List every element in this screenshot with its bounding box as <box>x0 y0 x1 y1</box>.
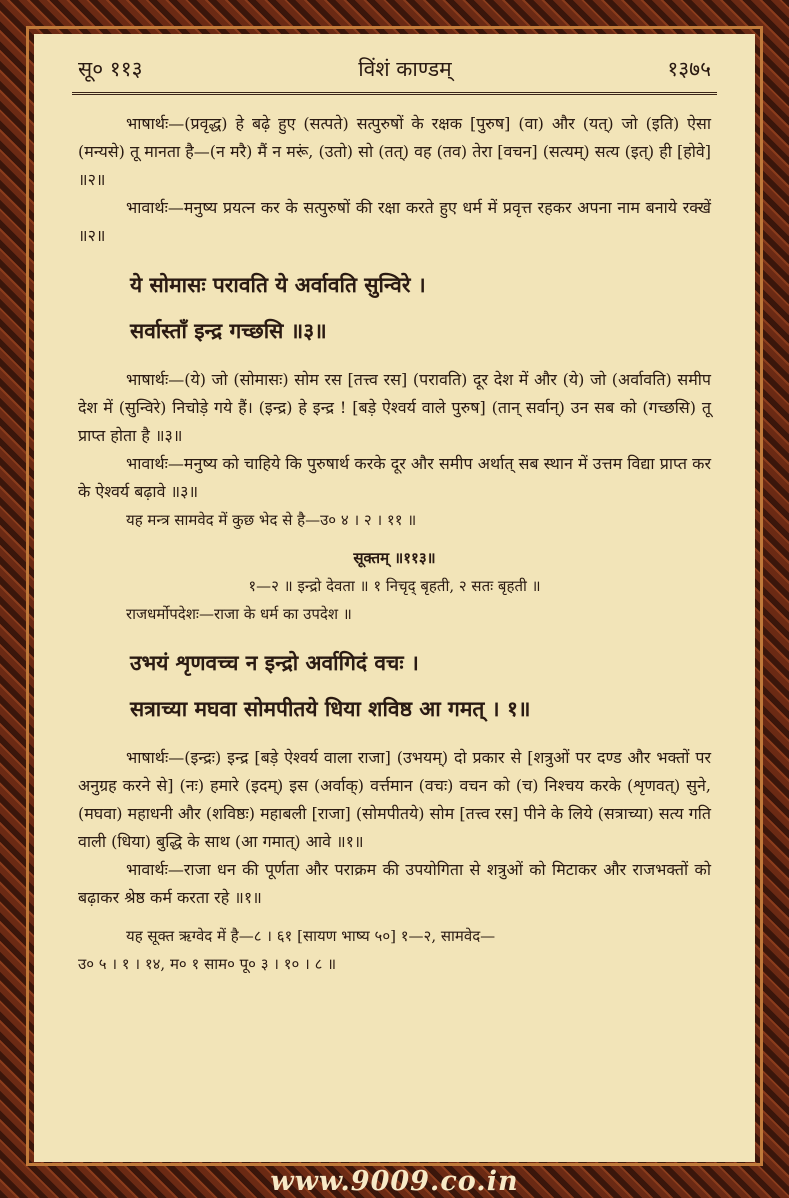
bhavarth-3: भावार्थः—मनुष्य को चाहिये कि पुरुषार्थ करके दूर और समीप अर्थात् सब स्थान में उत्तम विद्या प्राप्त कर के ऐश्वर्य बढ़ावे ॥३॥ <box>78 454 711 501</box>
book-page <box>34 34 755 1162</box>
upadesh-line: राजधर्मोपदेशः—राजा के धर्म का उपदेश ॥ <box>126 605 352 623</box>
bhasharth-2: भाषार्थः—(प्रवृद्ध) हे बढ़े हुए (सत्पते) सत्पुरुषों के रक्षक [पुरुष] (वा) और (यत्) जो (इति) ऐसा (मन्यसे) तू मानता है—(न मरै) मैं न मरूं, (उतो) सो (तत्) वह (तव) तेरा [वचन] (सत्यम्) सत्य (इत्) ही [होवे] ॥२॥ <box>78 114 711 189</box>
header-rule <box>72 92 717 95</box>
mantra-3 <box>130 262 711 354</box>
kanda-title: विंशं काण्डम् <box>358 57 452 81</box>
reference-rigveda-2: उ० ५ । १ । १४, म० १ साम० पू० ३ । १० । ८ ॥ <box>78 955 337 973</box>
page-number: १३७५ <box>667 57 711 81</box>
bhavarth-1: भावार्थः—राजा धन की पूर्णता और पराक्रम की उपयोगिता से शत्रुओं को मिटाकर और राजभक्तों को बढ़ाकर श्रेष्ठ कर्म करता रहे ॥१॥ <box>78 860 711 907</box>
reference-samaveda: यह मन्त्र सामवेद में कुछ भेद से है—उ० ४ । २ । ११ ॥ <box>126 511 417 529</box>
sukta-number: सू० ११३ <box>78 57 143 81</box>
mantra-3-line-2: सर्वास्ताँ इन्द्र गच्छसि ॥३॥ <box>130 318 327 343</box>
site-url: www.9009.co.in <box>270 1166 519 1197</box>
bhavarth-2: भावार्थः—मनुष्य प्रयत्न कर के सत्पुरुषों की रक्षा करते हुए धर्म में प्रवृत्त रहकर अपना नाम बनाये रक्खें ॥२॥ <box>78 198 711 245</box>
mantra-3-line-1: ये सोमासः परावति ये अर्वावति सुन्विरे । <box>130 272 426 297</box>
mantra-1-line-1: उभयं शृणवच्च न इन्द्रो अर्वागिदं वचः । <box>130 650 419 675</box>
reference-rigveda-1: यह सूक्त ऋग्वेद में है—८ । ६१ [सायण भाष्य ५०] १—२, सामवेद— <box>126 927 496 945</box>
page-body <box>78 110 711 978</box>
sukta-title: सूक्तम् ॥११३॥ <box>353 549 436 567</box>
bhasharth-1: भाषार्थः—(इन्द्रः) इन्द्र [बड़े ऐश्वर्य वाला राजा] (उभयम्) दो प्रकार से [शत्रुओं पर दण्ड और भक्तों पर अनुग्रह करने से] (नः) हमारे (इदम्) इस (अर्वाक्) वर्त्तमान (वचः) वचन को (च) निश्चय करके (शृणवत्) सुने, (मघवा) महाधनी और (शविष्ठः) महाबली [राजा] (सोमपीतये) सोम [तत्त्व रस] पीने के लिये (सत्राच्या) सत्य गति वाली (धिया) बुद्धि के साथ (आ गमात्) आवे ॥१॥ <box>78 748 711 851</box>
devata-line: १—२ ॥ इन्द्रो देवता ॥ १ निचृद् बृहती, २ सतः बृहती ॥ <box>248 577 541 595</box>
mantra-1-line-2: सत्राच्या मघवा सोमपीतये धिया शविष्ठ आ गमत् । १॥ <box>130 696 531 721</box>
mantra-1 <box>130 640 711 732</box>
bhasharth-3: भाषार्थः—(ये) जो (सोमासः) सोम रस [तत्त्व रस] (परावति) दूर देश में और (ये) जो (अर्वावति) समीप देश में (सुन्विरे) निचोड़े गये हैं। (इन्द्र) हे इन्द्र ! [बड़े ऐश्वर्य वाले पुरुष] (तान् सर्वान्) उन सब को (गच्छसि) तू प्राप्त होता है ॥३॥ <box>78 370 711 445</box>
page-header <box>78 54 711 84</box>
